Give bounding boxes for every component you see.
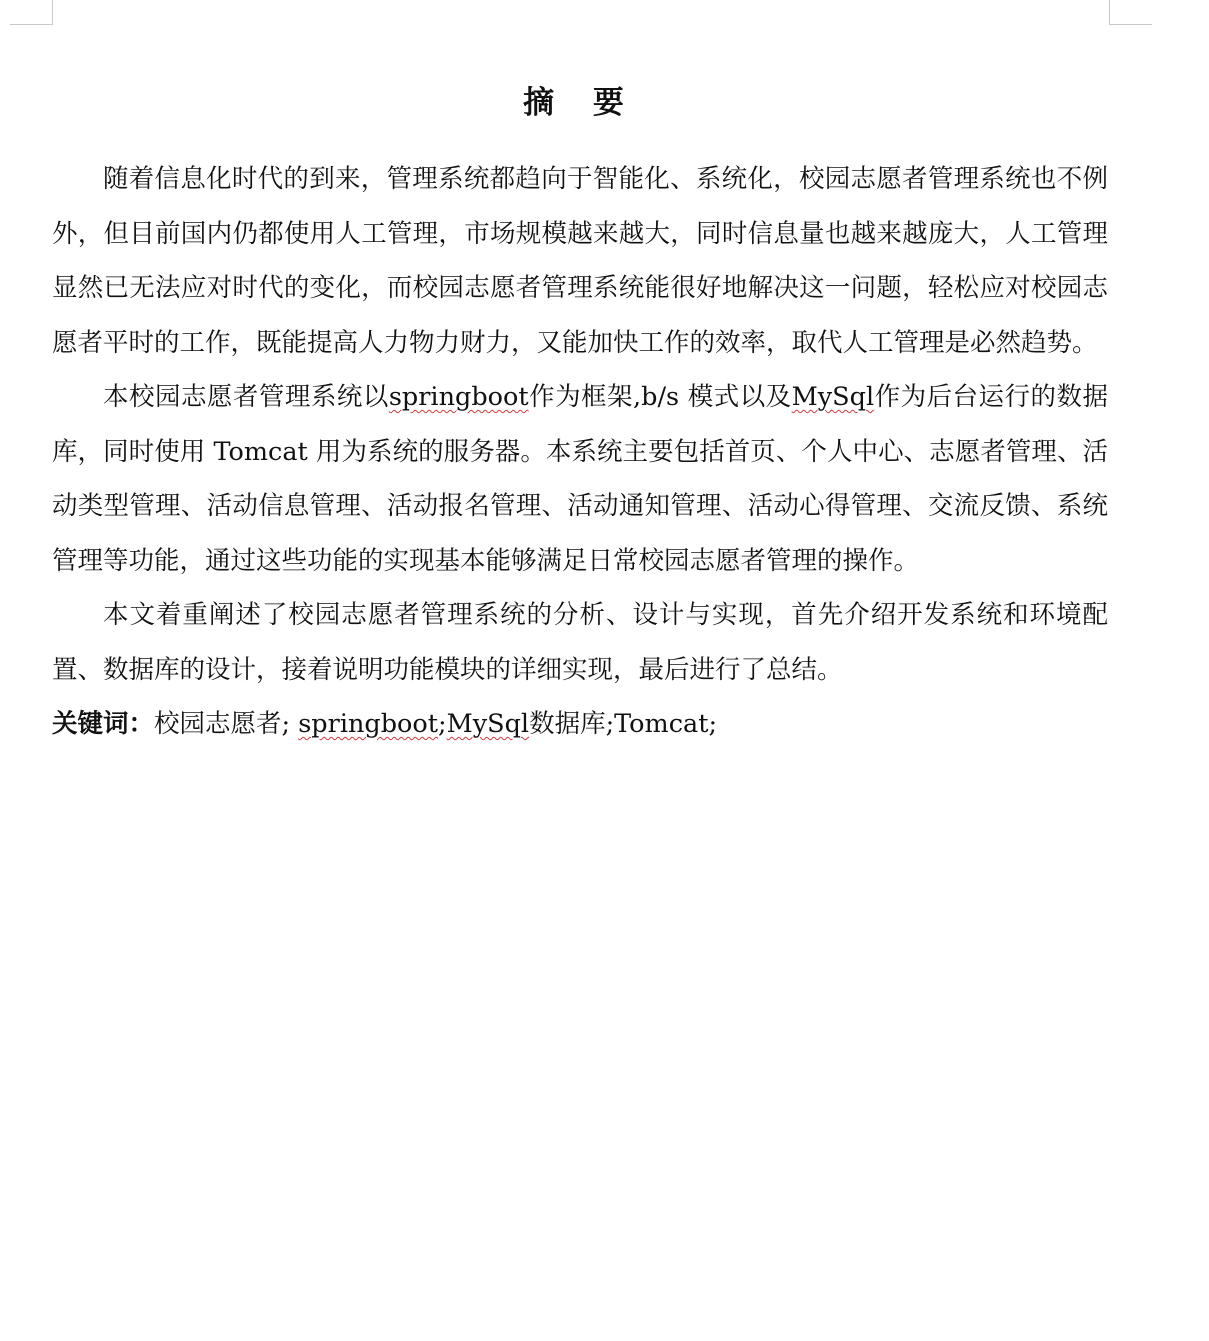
page-corner-mark-top-right xyxy=(1109,0,1152,25)
term-springboot: springboot xyxy=(388,382,529,412)
term-mysql: MySql xyxy=(791,382,875,412)
keyword-database-tomcat: 数据库;Tomcat; xyxy=(529,709,718,739)
page-corner-mark-top-left xyxy=(10,0,53,25)
abstract-body xyxy=(52,152,1108,752)
abstract-title: 摘 要 xyxy=(523,84,638,121)
paragraph-2-text-a: 本校园志愿者管理系统以 xyxy=(103,382,389,412)
paragraph-2-text-c: 作为后台运行的数据库，同时使用 Tomcat 用为系统的服务器。本系统主要包括首页、个人中心、志愿者管理、活动类型管理、活动信息管理、活动报名管理、活动通知管理、活动心得管理、交流反馈、系统管理等功能，通过这些功能的实现基本能够满足日常校园志愿者管理的操作。 xyxy=(52,382,1108,576)
keywords-label: 关键词： xyxy=(52,709,155,739)
keyword-campus-volunteer: 校园志愿者; xyxy=(154,709,299,739)
paragraph-2-text-b: 作为框架,b/s 模式以及 xyxy=(528,382,792,412)
abstract-paragraph-1: 随着信息化时代的到来，管理系统都趋向于智能化、系统化，校园志愿者管理系统也不例外，但目前国内仍都使用人工管理，市场规模越来越大，同时信息量也越来越庞大，人工管理显然已无法应对时代的变化，而校园志愿者管理系统能很好地解决这一问题，轻松应对校园志愿者平时的工作，既能提高人力物力财力，又能加快工作的效率，取代人工管理是必然趋势。 xyxy=(52,164,1108,358)
abstract-paragraph-2 xyxy=(52,370,1108,588)
keywords-line xyxy=(52,697,1108,752)
keyword-springboot: springboot xyxy=(298,709,438,739)
abstract-paragraph-3: 本文着重阐述了校园志愿者管理系统的分析、设计与实现，首先介绍开发系统和环境配置、数据库的设计，接着说明功能模块的详细实现，最后进行了总结。 xyxy=(52,600,1108,685)
keyword-separator: ; xyxy=(438,709,447,739)
keyword-mysql: MySql xyxy=(446,709,530,739)
